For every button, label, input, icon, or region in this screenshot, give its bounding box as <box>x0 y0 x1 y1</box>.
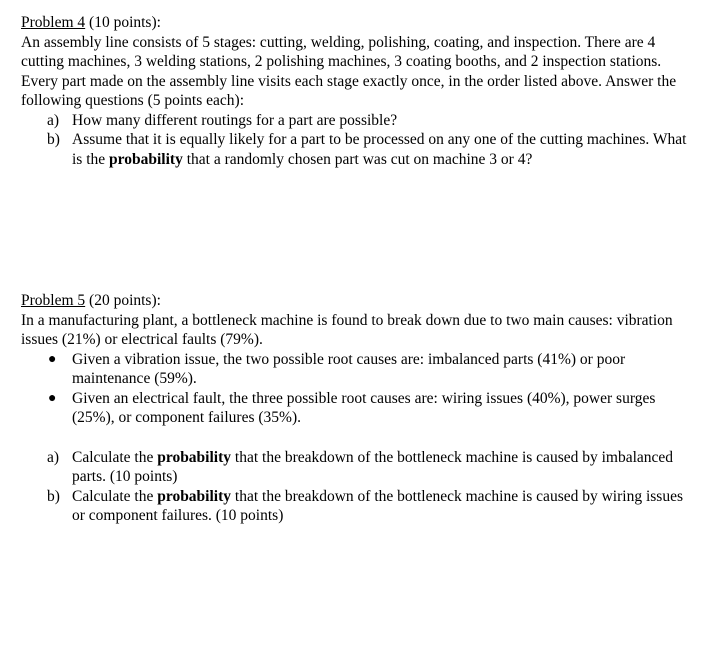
question-text: How many different routings for a part are possible? <box>72 111 398 129</box>
question-bold-term: probability <box>109 150 183 168</box>
question-text-before: Calculate the <box>72 448 158 466</box>
question-bold-term: probability <box>157 448 232 466</box>
problem-5 <box>21 291 693 526</box>
problem-4-question-a <box>21 111 693 131</box>
problem-4-intro: An assembly line consists of 5 stages: cutting, welding, polishing, coating, and inspection. There are 4 cutting machines, 3 welding stations, 2 polishing machines, 3 coating booths, and 2 inspection stations. Every part made on the assembly line visits each stage exactly once, in the order listed above. Answer the following questions (5 points each): <box>21 33 677 109</box>
document-page <box>21 13 693 524</box>
question-text-before: Calculate the <box>72 487 158 505</box>
problem-5-points: (20 points): <box>85 292 161 309</box>
bullet-text: Given an electrical fault, the three possible root causes are: wiring issues (40%), power surges (25%), or component failures (35%). <box>72 389 656 426</box>
problem-4-points: (10 points): <box>85 14 161 31</box>
spacer <box>21 428 693 448</box>
problem-5-bullet-1 <box>21 350 693 389</box>
problem-5-number: Problem 5 <box>21 292 86 309</box>
problem-5-heading <box>21 291 693 311</box>
question-marker: b) <box>47 131 60 148</box>
question-marker: a) <box>47 111 60 129</box>
question-text-after: that the breakdown of the bottleneck machine is caused by wiring issues or component failures. (10 points) <box>72 487 683 524</box>
question-text-after: that a randomly chosen part was cut on machine 3 or 4? <box>182 150 533 168</box>
problem-4-heading <box>21 13 693 33</box>
question-text-after: that the breakdown of the bottleneck machine is caused by imbalanced parts. (10 points) <box>72 448 674 485</box>
question-text-before: Assume that it is equally likely for a part to be processed on any one of the cutting machines. What is the <box>72 131 687 168</box>
question-marker: b) <box>47 487 60 505</box>
problem-5-question-a <box>21 448 693 487</box>
problem-4 <box>21 13 693 169</box>
bullet-icon: ● <box>48 351 57 367</box>
bullet-text: Given a vibration issue, the two possible root causes are: imbalanced parts (41%) or poor maintenance (59%). <box>72 350 626 387</box>
problem-5-intro: In a manufacturing plant, a bottleneck machine is found to break down due to two main causes: vibration issues (21%) or electrical faults (79%). <box>21 311 673 348</box>
question-bold-term: probability <box>157 487 232 505</box>
problem-5-bullet-2 <box>21 389 693 428</box>
problem-5-question-b <box>21 487 693 526</box>
bullet-icon: ● <box>48 390 57 406</box>
problem-4-question-b <box>21 130 693 169</box>
question-marker: a) <box>47 448 60 466</box>
problem-4-number: Problem 4 <box>21 14 86 31</box>
